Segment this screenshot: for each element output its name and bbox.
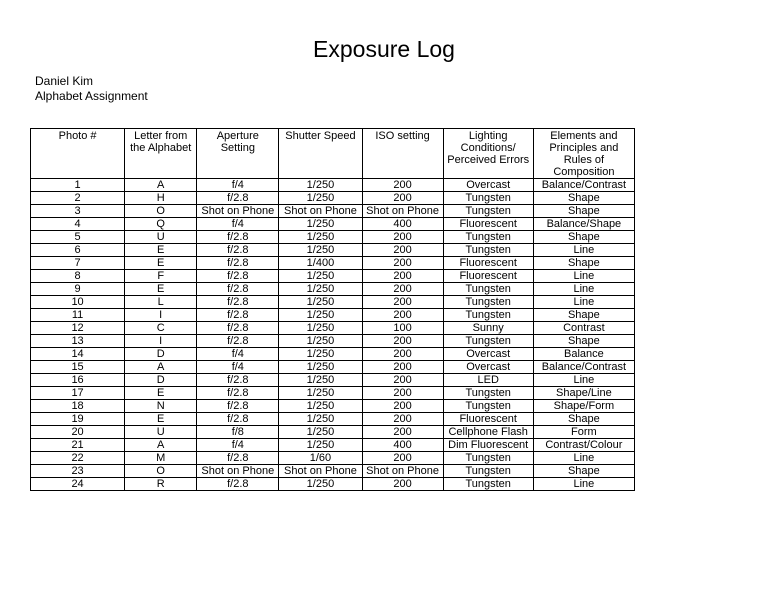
table-row (31, 270, 635, 283)
photo-number-cell: 5 (31, 231, 125, 244)
composition-cell: Shape/Line (533, 387, 634, 400)
table-row (31, 283, 635, 296)
composition-cell: Shape (533, 257, 634, 270)
table-row (31, 296, 635, 309)
iso-cell: 200 (362, 244, 443, 257)
shutter-speed-cell: 1/250 (279, 179, 362, 192)
iso-cell: Shot on Phone (362, 465, 443, 478)
lighting-cell: Tungsten (443, 244, 533, 257)
shutter-speed-cell: 1/250 (279, 439, 362, 452)
aperture-cell: f/2.8 (197, 413, 279, 426)
letter-cell: A (125, 439, 197, 452)
letter-cell: L (125, 296, 197, 309)
iso-cell: 200 (362, 361, 443, 374)
lighting-cell: Overcast (443, 361, 533, 374)
shutter-speed-cell: Shot on Phone (279, 465, 362, 478)
shutter-speed-cell: 1/250 (279, 478, 362, 491)
table-row (31, 192, 635, 205)
photo-number-cell: 21 (31, 439, 125, 452)
shutter-speed-cell: 1/250 (279, 244, 362, 257)
lighting-cell: Tungsten (443, 309, 533, 322)
composition-cell: Shape (533, 231, 634, 244)
aperture-cell: f/2.8 (197, 270, 279, 283)
composition-cell: Balance/Shape (533, 218, 634, 231)
composition-cell: Contrast (533, 322, 634, 335)
author-name: Daniel Kim (35, 74, 94, 88)
lighting-cell: Tungsten (443, 400, 533, 413)
photo-number-cell: 16 (31, 374, 125, 387)
letter-cell: O (125, 465, 197, 478)
page-title: Exposure Log (313, 36, 455, 62)
shutter-speed-cell: 1/250 (279, 335, 362, 348)
aperture-cell: f/2.8 (197, 296, 279, 309)
photo-number-cell: 4 (31, 218, 125, 231)
table-row (31, 205, 635, 218)
aperture-cell: Shot on Phone (197, 465, 279, 478)
aperture-cell: f/4 (197, 348, 279, 361)
header-aperture: Aperture Setting (197, 129, 279, 179)
header-shutter-speed: Shutter Speed (279, 129, 362, 179)
composition-cell: Shape (533, 413, 634, 426)
table-row (31, 452, 635, 465)
letter-cell: E (125, 257, 197, 270)
composition-cell: Line (533, 478, 634, 491)
composition-cell: Shape/Form (533, 400, 634, 413)
letter-cell: U (125, 231, 197, 244)
shutter-speed-cell: 1/250 (279, 231, 362, 244)
lighting-cell: Tungsten (443, 283, 533, 296)
aperture-cell: f/2.8 (197, 400, 279, 413)
shutter-speed-cell: 1/250 (279, 400, 362, 413)
table-row (31, 309, 635, 322)
table-row (31, 400, 635, 413)
aperture-cell: f/2.8 (197, 322, 279, 335)
composition-cell: Shape (533, 192, 634, 205)
shutter-speed-cell: 1/250 (279, 218, 362, 231)
shutter-speed-cell: 1/400 (279, 257, 362, 270)
composition-cell: Balance/Contrast (533, 361, 634, 374)
table-row (31, 231, 635, 244)
iso-cell: 200 (362, 426, 443, 439)
lighting-cell: LED (443, 374, 533, 387)
table-row (31, 348, 635, 361)
lighting-cell: Fluorescent (443, 270, 533, 283)
photo-number-cell: 17 (31, 387, 125, 400)
letter-cell: N (125, 400, 197, 413)
photo-number-cell: 8 (31, 270, 125, 283)
shutter-speed-cell: 1/250 (279, 413, 362, 426)
aperture-cell: f/2.8 (197, 257, 279, 270)
iso-cell: 200 (362, 348, 443, 361)
iso-cell: Shot on Phone (362, 205, 443, 218)
table-row (31, 465, 635, 478)
composition-cell: Line (533, 244, 634, 257)
iso-cell: 100 (362, 322, 443, 335)
composition-cell: Line (533, 452, 634, 465)
letter-cell: D (125, 374, 197, 387)
iso-cell: 200 (362, 374, 443, 387)
lighting-cell: Tungsten (443, 452, 533, 465)
aperture-cell: f/4 (197, 179, 279, 192)
header-composition: Elements and Principles and Rules of Composition (533, 129, 634, 179)
table-row (31, 361, 635, 374)
aperture-cell: Shot on Phone (197, 205, 279, 218)
photo-number-cell: 3 (31, 205, 125, 218)
exposure-log-table (30, 128, 635, 491)
photo-number-cell: 12 (31, 322, 125, 335)
letter-cell: Q (125, 218, 197, 231)
letter-cell: E (125, 283, 197, 296)
letter-cell: O (125, 205, 197, 218)
table-row (31, 478, 635, 491)
table-row (31, 387, 635, 400)
composition-cell: Line (533, 374, 634, 387)
letter-cell: E (125, 244, 197, 257)
lighting-cell: Fluorescent (443, 413, 533, 426)
composition-cell: Shape (533, 465, 634, 478)
letter-cell: A (125, 179, 197, 192)
author-block (35, 74, 148, 104)
letter-cell: H (125, 192, 197, 205)
table-body (31, 179, 635, 491)
table-row (31, 244, 635, 257)
letter-cell: R (125, 478, 197, 491)
shutter-speed-cell: 1/250 (279, 270, 362, 283)
photo-number-cell: 18 (31, 400, 125, 413)
lighting-cell: Tungsten (443, 231, 533, 244)
photo-number-cell: 23 (31, 465, 125, 478)
composition-cell: Contrast/Colour (533, 439, 634, 452)
letter-cell: M (125, 452, 197, 465)
shutter-speed-cell: Shot on Phone (279, 205, 362, 218)
shutter-speed-cell: 1/250 (279, 192, 362, 205)
table-row (31, 426, 635, 439)
letter-cell: U (125, 426, 197, 439)
iso-cell: 200 (362, 296, 443, 309)
lighting-cell: Fluorescent (443, 218, 533, 231)
lighting-cell: Tungsten (443, 192, 533, 205)
shutter-speed-cell: 1/250 (279, 296, 362, 309)
iso-cell: 200 (362, 270, 443, 283)
lighting-cell: Tungsten (443, 465, 533, 478)
shutter-speed-cell: 1/250 (279, 374, 362, 387)
letter-cell: I (125, 335, 197, 348)
shutter-speed-cell: 1/250 (279, 322, 362, 335)
letter-cell: C (125, 322, 197, 335)
shutter-speed-cell: 1/250 (279, 309, 362, 322)
photo-number-cell: 15 (31, 361, 125, 374)
iso-cell: 200 (362, 257, 443, 270)
shutter-speed-cell: 1/250 (279, 361, 362, 374)
photo-number-cell: 22 (31, 452, 125, 465)
aperture-cell: f/2.8 (197, 374, 279, 387)
letter-cell: F (125, 270, 197, 283)
iso-cell: 200 (362, 335, 443, 348)
photo-number-cell: 14 (31, 348, 125, 361)
photo-number-cell: 19 (31, 413, 125, 426)
composition-cell: Shape (533, 205, 634, 218)
lighting-cell: Tungsten (443, 387, 533, 400)
assignment-name: Alphabet Assignment (35, 89, 148, 103)
table-row (31, 374, 635, 387)
lighting-cell: Dim Fluorescent (443, 439, 533, 452)
table-row (31, 335, 635, 348)
lighting-cell: Overcast (443, 179, 533, 192)
photo-number-cell: 24 (31, 478, 125, 491)
letter-cell: E (125, 387, 197, 400)
lighting-cell: Tungsten (443, 205, 533, 218)
photo-number-cell: 9 (31, 283, 125, 296)
header-iso: ISO setting (362, 129, 443, 179)
composition-cell: Balance/Contrast (533, 179, 634, 192)
iso-cell: 200 (362, 231, 443, 244)
table-header-row (31, 129, 635, 179)
iso-cell: 200 (362, 179, 443, 192)
composition-cell: Balance (533, 348, 634, 361)
letter-cell: I (125, 309, 197, 322)
shutter-speed-cell: 1/250 (279, 426, 362, 439)
lighting-cell: Tungsten (443, 296, 533, 309)
iso-cell: 200 (362, 387, 443, 400)
iso-cell: 200 (362, 478, 443, 491)
aperture-cell: f/4 (197, 439, 279, 452)
aperture-cell: f/2.8 (197, 283, 279, 296)
letter-cell: A (125, 361, 197, 374)
photo-number-cell: 13 (31, 335, 125, 348)
photo-number-cell: 1 (31, 179, 125, 192)
composition-cell: Form (533, 426, 634, 439)
photo-number-cell: 6 (31, 244, 125, 257)
header-lighting: Lighting Conditions/ Perceived Errors (443, 129, 533, 179)
table-row (31, 439, 635, 452)
composition-cell: Shape (533, 309, 634, 322)
composition-cell: Line (533, 283, 634, 296)
aperture-cell: f/2.8 (197, 478, 279, 491)
iso-cell: 400 (362, 439, 443, 452)
lighting-cell: Tungsten (443, 478, 533, 491)
letter-cell: D (125, 348, 197, 361)
composition-cell: Line (533, 270, 634, 283)
aperture-cell: f/8 (197, 426, 279, 439)
aperture-cell: f/2.8 (197, 387, 279, 400)
shutter-speed-cell: 1/250 (279, 387, 362, 400)
composition-cell: Shape (533, 335, 634, 348)
shutter-speed-cell: 1/250 (279, 283, 362, 296)
table-row (31, 179, 635, 192)
iso-cell: 200 (362, 309, 443, 322)
lighting-cell: Tungsten (443, 335, 533, 348)
iso-cell: 200 (362, 400, 443, 413)
iso-cell: 200 (362, 452, 443, 465)
photo-number-cell: 10 (31, 296, 125, 309)
aperture-cell: f/4 (197, 361, 279, 374)
header-photo-number: Photo # (31, 129, 125, 179)
iso-cell: 200 (362, 283, 443, 296)
aperture-cell: f/2.8 (197, 452, 279, 465)
lighting-cell: Fluorescent (443, 257, 533, 270)
photo-number-cell: 11 (31, 309, 125, 322)
lighting-cell: Cellphone Flash (443, 426, 533, 439)
iso-cell: 200 (362, 413, 443, 426)
aperture-cell: f/2.8 (197, 231, 279, 244)
aperture-cell: f/4 (197, 218, 279, 231)
shutter-speed-cell: 1/60 (279, 452, 362, 465)
iso-cell: 400 (362, 218, 443, 231)
photo-number-cell: 2 (31, 192, 125, 205)
iso-cell: 200 (362, 192, 443, 205)
photo-number-cell: 7 (31, 257, 125, 270)
aperture-cell: f/2.8 (197, 309, 279, 322)
shutter-speed-cell: 1/250 (279, 348, 362, 361)
lighting-cell: Sunny (443, 322, 533, 335)
aperture-cell: f/2.8 (197, 335, 279, 348)
table-row (31, 218, 635, 231)
table-row (31, 413, 635, 426)
header-letter: Letter from the Alphabet (125, 129, 197, 179)
lighting-cell: Overcast (443, 348, 533, 361)
photo-number-cell: 20 (31, 426, 125, 439)
aperture-cell: f/2.8 (197, 244, 279, 257)
composition-cell: Line (533, 296, 634, 309)
aperture-cell: f/2.8 (197, 192, 279, 205)
table-row (31, 322, 635, 335)
table-row (31, 257, 635, 270)
letter-cell: E (125, 413, 197, 426)
